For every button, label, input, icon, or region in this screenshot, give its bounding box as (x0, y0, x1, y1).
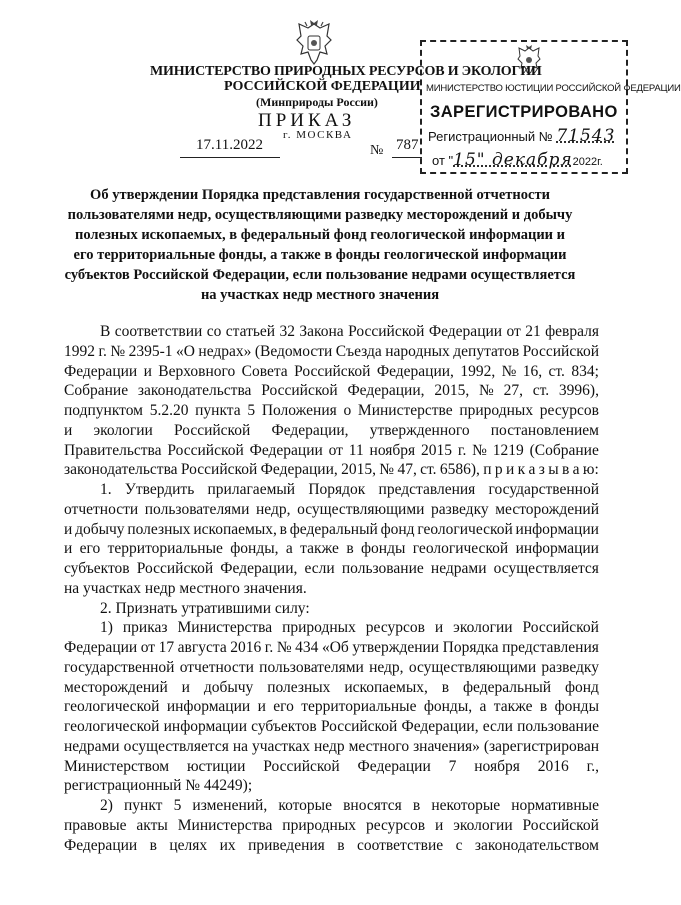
body-word: геологической (64, 698, 160, 716)
body-line (64, 520, 599, 540)
body-word: ископаемых, (193, 520, 277, 538)
document-title (40, 185, 600, 305)
body-line (64, 460, 599, 480)
body-word: 1) (100, 619, 113, 637)
body-word: Российской (320, 718, 398, 735)
body-word: постановлением (490, 421, 599, 439)
body-word: фонды, (423, 698, 473, 716)
body-word: № (276, 639, 292, 656)
body-word: пункта (195, 402, 241, 419)
body-word: Министерства (177, 816, 273, 834)
body-word: в (561, 461, 570, 479)
body-word: природных (282, 619, 356, 637)
body-word: соответствие (356, 836, 444, 854)
body-word: 5 (173, 797, 182, 814)
body-word: ст. (532, 382, 550, 400)
body-word: 2016 (537, 757, 569, 775)
body-line (64, 618, 599, 638)
body-word: ст. (548, 362, 565, 380)
body-word: Российской (522, 619, 599, 637)
body-word: февраля (545, 323, 599, 340)
body-word: Российской (180, 461, 258, 479)
body-line (64, 737, 599, 757)
body-line (64, 401, 599, 421)
body-word: также (300, 540, 339, 558)
body-word: субъектов (64, 560, 130, 577)
body-word: 7 (448, 757, 457, 775)
body-word: фонд (564, 678, 599, 696)
body-word: 21 (525, 323, 541, 340)
body-word: Федерации (357, 757, 431, 775)
body-line (64, 362, 599, 382)
body-word: геологической (417, 520, 513, 538)
body-word: Министерстве (357, 402, 453, 419)
body-word: недрами (64, 737, 120, 755)
body-word: 834; (571, 362, 599, 380)
body-word: 5 (247, 402, 256, 419)
body-word: Совета (241, 362, 288, 380)
body-word: статьей (225, 323, 276, 340)
body-word: № (379, 461, 395, 479)
body-word: и (64, 421, 73, 439)
body-word: недрах» (198, 342, 252, 360)
body-word: 2395-1 (128, 342, 173, 360)
body-word: информации (515, 540, 599, 558)
body-word: ст. (420, 461, 437, 479)
body-word: Федерации, (347, 382, 425, 400)
body-word: 17 (158, 639, 175, 656)
body-word: федеральный (463, 678, 552, 696)
body-word: утвержденного (369, 421, 470, 439)
body-line: 2. Признать утратившими силу: (100, 599, 310, 617)
body-word: Закона (299, 323, 344, 340)
body-word: 2015, (341, 461, 376, 479)
body-word: и (64, 540, 73, 558)
body-word: (Собрание (529, 441, 599, 459)
title-line: полезных ископаемых, в федеральный фонд геологической информации и (74, 227, 566, 243)
body-word: в (337, 836, 345, 854)
body-word: Федерации, (260, 461, 338, 479)
body-word: 1992, (460, 362, 496, 380)
body-word: Правительства (64, 441, 162, 459)
body-word: экологии (453, 619, 513, 637)
body-word: ресурсов (365, 816, 426, 834)
body-word: 5.2.20 (149, 402, 189, 419)
body-word: добычу (203, 678, 254, 696)
body-word: природных (282, 816, 357, 834)
body-word: прилагаемый (207, 481, 296, 498)
body-word: также (493, 698, 533, 716)
body-word: отчетности (179, 658, 254, 676)
body-word: и (181, 678, 190, 696)
body-line (64, 678, 599, 698)
body-word: нормативные (511, 797, 599, 814)
body-word: некоторые (431, 797, 501, 814)
body-word: акты (136, 816, 168, 834)
body-word: и (64, 520, 73, 538)
body-word: осуществляется (493, 560, 599, 577)
body-word: г., (586, 757, 599, 775)
body-line (64, 836, 599, 856)
body-word: в (346, 540, 354, 558)
body-word: (Ведомости (254, 342, 333, 360)
body-word: территориальные (107, 540, 223, 558)
body-word: Порядка (442, 639, 499, 656)
body-word: недр, (369, 658, 404, 676)
body-word: недр (313, 737, 345, 755)
body-word: отчетности (64, 500, 139, 518)
body-word: от (140, 639, 156, 656)
body-word: г. (264, 639, 274, 656)
body-word: Положения (261, 402, 337, 419)
stamp-title: ЗАРЕГИСТРИРОВАНО (430, 103, 618, 121)
body-word: Федерации (249, 441, 323, 459)
body-word: утверждении (352, 639, 440, 656)
body-word: ресурсов (365, 619, 425, 637)
body-word: информации (515, 520, 599, 538)
body-line (64, 480, 599, 500)
body-word: геологической (64, 718, 160, 735)
body-word: пункт (124, 797, 163, 814)
body-word: целях (169, 836, 208, 854)
body-word: № (472, 441, 487, 459)
body-word: государственной (64, 658, 175, 676)
body-word: в (279, 520, 287, 538)
stamp-date-value: 15" декабря (453, 150, 573, 170)
body-word: 2015, (434, 382, 470, 400)
date-underline (180, 157, 280, 158)
body-word: Российской (263, 757, 340, 775)
body-line (64, 638, 599, 658)
body-word: участках (251, 737, 310, 755)
body-word: к (517, 461, 526, 479)
body-word: Федерации (64, 836, 138, 854)
ministry-name-line1: МИНИСТЕРСТВО ПРИРОДНЫХ РЕСУРСОВ И ЭКОЛОГИИ (150, 64, 542, 79)
stamp-reg-number: 71543 (556, 126, 616, 146)
body-word: В (100, 323, 111, 340)
body-word: 3996), (558, 382, 599, 400)
body-word: Федерации (64, 639, 138, 656)
body-word: месторождений (495, 500, 599, 518)
body-word: Федерации, (376, 362, 454, 380)
body-word: их (219, 836, 236, 854)
body-line (64, 421, 599, 441)
body-word: о (343, 402, 352, 419)
body-line (64, 342, 599, 362)
body-word: Российской (136, 560, 214, 577)
body-line (64, 658, 599, 678)
body-word: правовые (64, 816, 127, 834)
body-word: Федерации (428, 323, 503, 340)
body-word: Российской (167, 441, 244, 459)
body-word: законодательства (64, 461, 178, 479)
body-word: 6586), (439, 461, 480, 479)
body-word: юстиции (186, 757, 246, 775)
body-line (64, 796, 599, 816)
body-line (64, 559, 599, 579)
order-number: 787 (396, 137, 419, 153)
document-city: г. МОСКВА (283, 129, 353, 141)
stamp-year: 2022г. (572, 156, 603, 168)
body-word: ноября (369, 441, 416, 459)
body-word: в (149, 836, 157, 854)
body-word: августа (177, 639, 227, 656)
body-word: фонды (361, 540, 406, 558)
body-word: а (479, 698, 487, 716)
body-word: Съезда (335, 342, 382, 360)
body-line: регистрационный № 44249); (64, 777, 253, 795)
body-word: Федерации, (401, 718, 479, 735)
body-word: информации (163, 718, 247, 735)
body-word: недрами (430, 560, 487, 577)
body-word: Собрание (64, 382, 129, 400)
body-word: в (539, 698, 548, 716)
body-word: государственной (488, 481, 599, 498)
body-word: 434 (295, 639, 319, 656)
body-word: Российской (173, 421, 251, 439)
body-word: пользование (341, 560, 424, 577)
body-word: 1219 (492, 441, 524, 459)
body-word: и (143, 362, 152, 380)
body-word: 1992 (64, 342, 95, 360)
body-line (64, 697, 599, 717)
body-word: от (506, 323, 521, 340)
body-word: 2015 (421, 441, 453, 459)
body-word: соответствии (114, 323, 203, 340)
body-word: если (304, 560, 335, 577)
body-word: в (441, 678, 450, 696)
body-word: и (257, 698, 266, 716)
body-word: Российской (522, 342, 599, 360)
body-word: а (528, 461, 536, 479)
body-word: значения» (413, 737, 480, 755)
body-word: информации (166, 698, 251, 716)
stamp-date (432, 150, 603, 170)
body-word: ресурсов (539, 402, 599, 419)
body-line (64, 717, 599, 737)
title-line: на участках недр местного значения (200, 287, 440, 303)
body-word: полезных (127, 520, 191, 538)
body-word: ноября (474, 757, 520, 775)
body-word: добычу (75, 520, 125, 538)
body-word: с (455, 836, 463, 854)
body-word: ю: (582, 461, 599, 479)
body-word: разведку (431, 500, 489, 518)
body-word: «Об (321, 639, 349, 656)
document-type: ПРИКАЗ (258, 110, 356, 131)
body-word: местного (348, 737, 410, 755)
body-word: 1. (100, 481, 112, 498)
body-word: представления (378, 481, 476, 498)
body-word: и (435, 816, 444, 834)
body-word: представления (502, 639, 599, 656)
body-word: Порядок (308, 481, 366, 498)
body-word: 47, (397, 461, 417, 479)
body-word: и (434, 619, 444, 637)
body-line (64, 500, 599, 520)
body-word: Министерства (177, 619, 273, 637)
body-word: недр, (256, 500, 291, 518)
body-word: его (79, 540, 101, 558)
body-word: осуществляющими (297, 500, 425, 518)
body-word: пользователями (259, 658, 364, 676)
body-word: «О (176, 342, 195, 360)
body-word: геологической (412, 540, 509, 558)
order-date: 17.11.2022 (196, 137, 263, 153)
body-word: подпунктом (64, 402, 143, 419)
body-word: 27, (503, 382, 523, 400)
body-line (64, 539, 599, 559)
body-word: 11 (348, 441, 364, 459)
body-word: вносятся (343, 797, 402, 814)
body-line (64, 441, 599, 461)
body-word: изменений, (192, 797, 268, 814)
number-underline (392, 157, 422, 158)
body-word: а (572, 461, 580, 479)
body-line: на участках недр местного значения. (64, 579, 307, 597)
body-word: № (478, 382, 494, 400)
number-sign: № (370, 143, 384, 158)
title-line: Об утверждении Порядка представления государственной отчетности (90, 187, 550, 203)
title-line: субъектов Российской Федерации, если пользование недрами осуществляется (64, 267, 576, 283)
body-word: 2016 (230, 639, 262, 656)
body-word: пользователями (144, 500, 250, 518)
body-word: федеральный (289, 520, 378, 538)
body-word: если (482, 718, 513, 735)
body-word: народных (385, 342, 450, 360)
body-word: п (483, 461, 492, 479)
body-word: Верховного (158, 362, 236, 380)
body-word: г. (98, 342, 107, 360)
body-word: законодательством (474, 836, 599, 854)
document-body (64, 322, 599, 855)
body-word: законодательства (137, 382, 252, 400)
body-word: фонд (380, 520, 415, 538)
body-word: в (412, 797, 421, 814)
title-line: его территориальные фонды, а также в фонды геологической информации (73, 247, 567, 263)
stamp-registration (428, 126, 615, 146)
body-word: № (501, 362, 517, 380)
body-word: его (273, 698, 294, 716)
body-word: осуществляющими (408, 658, 537, 676)
body-line (64, 322, 599, 342)
body-word: г. (457, 441, 467, 459)
body-word: 32 (279, 323, 295, 340)
body-word: экологии (93, 421, 153, 439)
stamp-ministry-name: МИНИСТЕРСТВО ЮСТИЦИИ РОССИЙСКОЙ ФЕДЕРАЦИИ (426, 83, 681, 94)
body-word: Федерации, (271, 421, 349, 439)
body-word: з (538, 461, 545, 479)
title-line: пользователями недр, осуществляющими разведку месторождений и добычу (67, 207, 573, 223)
body-word: на (232, 737, 248, 755)
body-word: Российской (522, 816, 599, 834)
body-word: ы (548, 461, 559, 479)
body-word: ископаемых, (344, 678, 428, 696)
body-line (64, 757, 599, 777)
body-word: осуществляется (123, 737, 229, 755)
body-word: фонды, (230, 540, 279, 558)
body-word: со (206, 323, 222, 340)
body-word: фонды (554, 698, 599, 716)
body-line (64, 381, 599, 401)
body-word: № (110, 342, 126, 360)
body-word: полезных (267, 678, 331, 696)
body-word: и (506, 461, 515, 479)
body-word: 16, (522, 362, 543, 380)
body-word: от (328, 441, 343, 459)
body-word: Утвердить (124, 481, 195, 498)
body-word: р (494, 461, 503, 479)
body-word: территориальные (301, 698, 417, 716)
body-word: (зарегистрирован (483, 737, 599, 755)
body-word: Федерации, (220, 560, 298, 577)
body-word: депутатов (453, 342, 520, 360)
body-word: разведку (541, 658, 599, 676)
body-word: Министерством (64, 757, 170, 775)
body-word: пользование (517, 718, 599, 735)
body-word: приказ (122, 619, 168, 637)
body-word: Российской (261, 382, 338, 400)
body-word: Федерации (64, 362, 138, 380)
body-word: Российской (294, 362, 371, 380)
stamp-date-prefix: от " (432, 153, 454, 168)
body-word: Российской (348, 323, 425, 340)
body-word: субъектов (251, 718, 317, 735)
ministry-name-line2: РОССИЙСКОЙ ФЕДЕРАЦИИ (224, 79, 421, 94)
body-word: экологии (453, 816, 513, 834)
ministry-short-name: (Минприроды России) (256, 95, 378, 109)
body-word: месторождений (64, 678, 168, 696)
coat-of-arms-emblem (291, 18, 337, 70)
body-word: 2) (100, 797, 113, 814)
stamp-reg-label: Регистрационный № (428, 129, 553, 144)
body-word: а (285, 540, 293, 558)
body-line (64, 816, 599, 836)
body-word: приведения (248, 836, 325, 854)
body-word: которые (278, 797, 332, 814)
body-word: природных (459, 402, 534, 419)
